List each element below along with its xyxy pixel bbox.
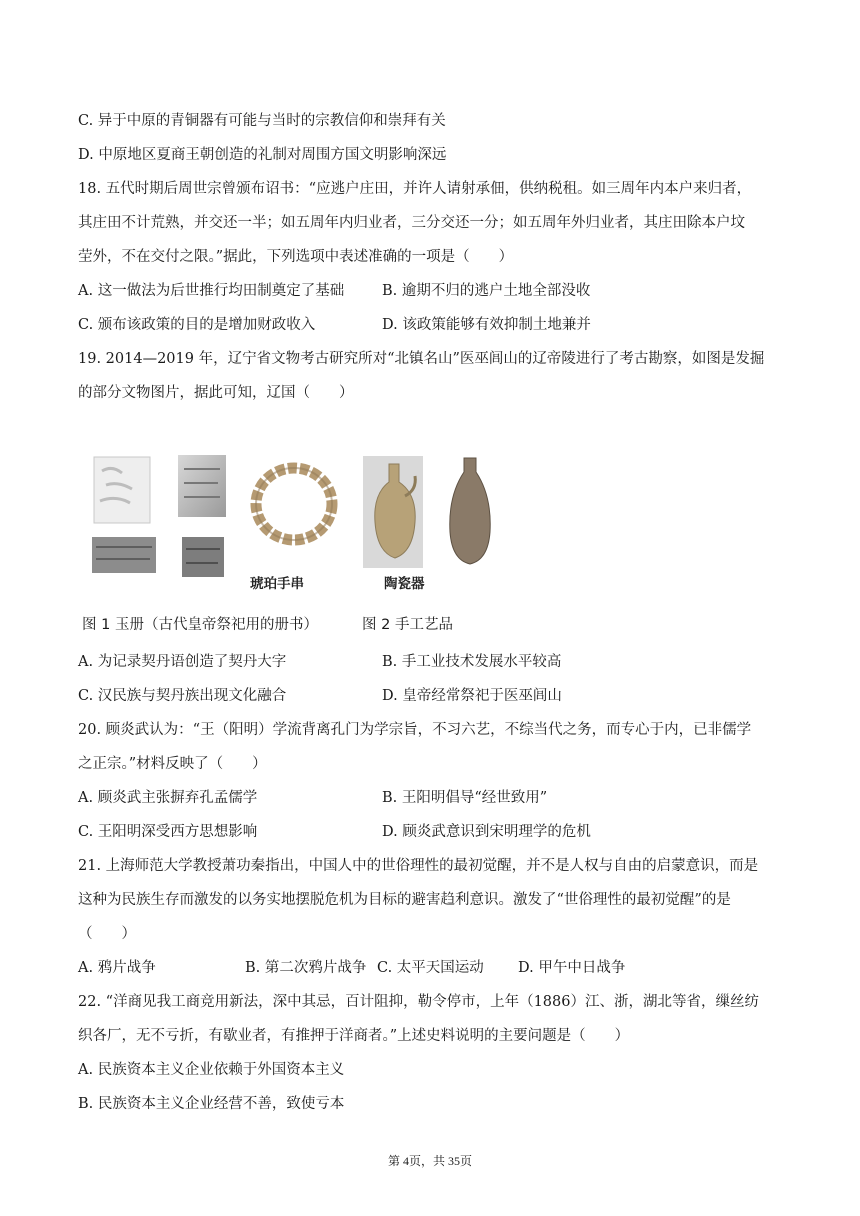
page-footer: 第 4页，共 35页 — [387, 1154, 472, 1168]
q18-option-d: D. 该政策能够有效抑制土地兼并 — [382, 317, 591, 333]
artifact-figure — [78, 450, 498, 640]
q21-option-b: B. 第二次鸦片战争 — [245, 960, 367, 976]
q20-option-d: D. 顾炎武意识到宋明理学的危机 — [382, 824, 591, 840]
q18-stem-line2: 其庄田不计荒熟，并交还一半；如五周年内归业者，三分交还一分；如五周年外归业者，其庄田除本户坟 — [78, 215, 745, 231]
q19-stem-line2: 的部分文物图片，据此可知，辽国（ ） — [78, 385, 354, 401]
q21-option-c: C. 太平天国运动 — [377, 960, 484, 976]
q21-option-a: A. 鸦片战争 — [78, 960, 156, 976]
q21-stem-line2: 这种为民族生存而激发的以务实地摆脱危机为目标的避害趋利意识。激发了“世俗理性的最初觉醒”的是 — [78, 892, 731, 908]
q21-stem-line3: （ ） — [78, 926, 136, 942]
q18-stem-line3: 茔外，不在交付之限。”据此，下列选项中表述准确的一项是（ ） — [78, 249, 514, 265]
jade-book-image — [88, 453, 238, 583]
q21-stem-line1: 21. 上海师范大学教授萧功秦指出，中国人中的世俗理性的最初觉醒，并不是人权与自由的启蒙意识，而是 — [78, 858, 759, 874]
amber-bracelet-image — [246, 456, 342, 564]
q22-option-b: B. 民族资本主义企业经营不善，致使亏本 — [78, 1096, 345, 1112]
q19-option-c: C. 汉民族与契丹族出现文化融合 — [78, 688, 287, 704]
amber-bracelet-label: 琥珀手串 — [250, 576, 304, 592]
q18-option-a: A. 这一做法为后世推行均田制奠定了基础 — [78, 283, 345, 299]
ceramic-vase-image — [444, 454, 496, 566]
q19-stem-line1: 19. 2014—2019 年，辽宁省文物考古研究所对“北镇名山”医巫闾山的辽帝陵进行了考古勘察，如图是发掘 — [78, 351, 765, 367]
figure2-caption: 图 2 手工艺品 — [362, 617, 453, 633]
q22-stem-line2: 织各厂，无不亏折，有歇业者，有推押于洋商者。”上述史料说明的主要问题是（ ） — [78, 1028, 630, 1044]
q19-option-b: B. 手工业技术发展水平较高 — [382, 654, 562, 670]
q20-option-c: C. 王阳明深受西方思想影响 — [78, 824, 258, 840]
q18-option-c: C. 颁布该政策的目的是增加财政收入 — [78, 317, 316, 333]
q20-option-b: B. 王阳明倡导“经世致用” — [382, 790, 548, 806]
figure1-caption: 图 1 玉册（古代皇帝祭祀用的册书） — [82, 617, 318, 633]
q19-option-d: D. 皇帝经常祭祀于医巫闾山 — [382, 688, 562, 704]
q18-stem-line1: 18. 五代时期后周世宗曾颁布诏书：“应逃户庄田，并许人请射承佃，供纳税租。如三周年内本户来归者， — [78, 181, 752, 197]
q19-option-a: A. 为记录契丹语创造了契丹大字 — [78, 654, 287, 670]
q18-option-b: B. 逾期不归的逃户土地全部没收 — [382, 283, 591, 299]
ceramic-label: 陶瓷器 — [384, 576, 425, 592]
q20-option-a: A. 顾炎武主张摒弃孔孟儒学 — [78, 790, 258, 806]
ceramic-ewer-image — [363, 456, 423, 568]
q22-stem-line1: 22. “洋商见我工商竞用新法，深中其忌，百计阻抑，勒令停市，上年（1886）江、浙，湖北等省，缫丝纺 — [78, 994, 759, 1010]
q20-stem-line1: 20. 顾炎武认为：“王（阳明）学流背离孔门为学宗旨，不习六艺，不综当代之务，而专心于内，已非儒学 — [78, 722, 752, 738]
prev-option-c: C. 异于中原的青铜器有可能与当时的宗教信仰和崇拜有关 — [78, 113, 446, 129]
prev-option-d: D. 中原地区夏商王朝创造的礼制对周围方国文明影响深远 — [78, 147, 447, 163]
q21-option-d: D. 甲午中日战争 — [518, 960, 626, 976]
q20-stem-line2: 之正宗。”材料反映了（ ） — [78, 756, 267, 772]
q22-option-a: A. 民族资本主义企业依赖于外国资本主义 — [78, 1062, 345, 1078]
